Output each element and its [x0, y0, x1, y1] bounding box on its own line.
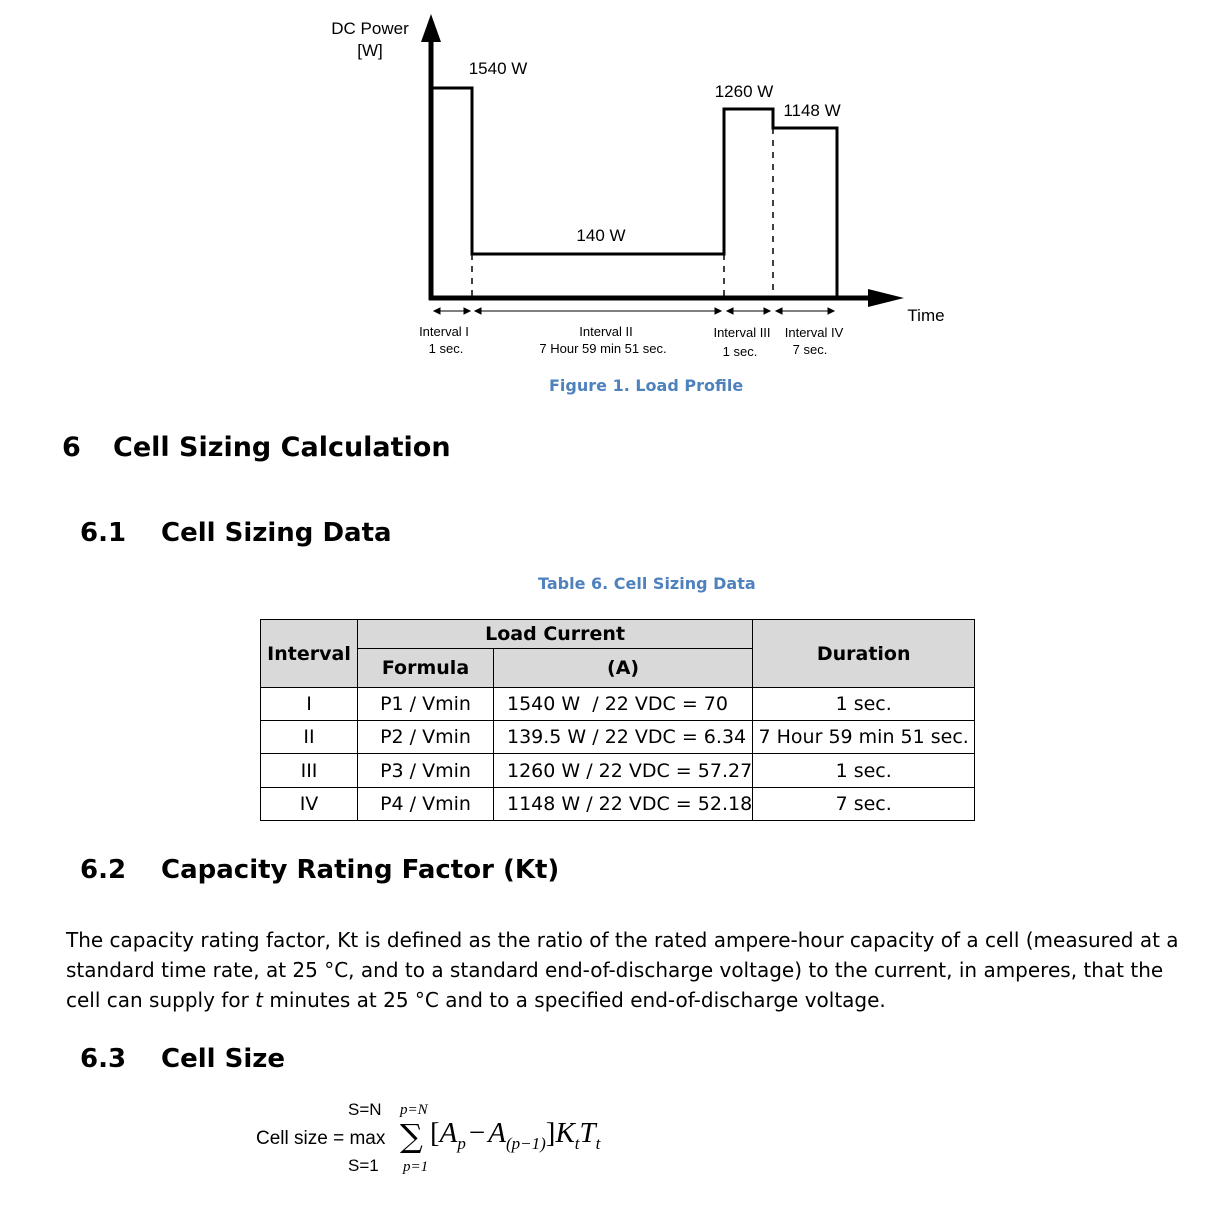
formula-sub-p-minus-1: (p−1): [505, 1133, 546, 1153]
header-duration: Duration: [753, 620, 975, 688]
section-6-2-title: Capacity Rating Factor (Kt): [161, 855, 560, 885]
formula-upper-p: p=N: [400, 1102, 428, 1118]
section-6-3-title: Cell Size: [161, 1044, 285, 1074]
row-interval: II: [261, 721, 358, 754]
header-unit: (A): [494, 649, 753, 688]
load-profile-figure: [0, 0, 1224, 410]
row-formula: P2 / Vmin: [358, 721, 494, 754]
interval-3-duration: 1 sec.: [722, 344, 758, 359]
formula-minus: −: [468, 1117, 486, 1149]
interval-arrows: [434, 308, 834, 314]
interval-1-name: Interval I: [419, 324, 469, 339]
x-axis-label: Time: [907, 306, 945, 325]
level-label-3: 1260 W: [714, 82, 774, 101]
row-current: 1148 W / 22 VDC = 52.18: [494, 788, 753, 821]
formula-lhs: Cell size = max: [256, 1128, 386, 1149]
level-label-1: 1540 W: [468, 59, 528, 78]
section-6-3-number: 6.3: [80, 1044, 127, 1074]
formula-lower-p: p=1: [403, 1159, 429, 1175]
interval-1-duration: 1 sec.: [428, 341, 464, 356]
formula-open-bracket: [: [430, 1117, 440, 1149]
x-axis-arrowhead: [868, 289, 904, 307]
y-axis-label-line2: [W]: [357, 41, 383, 60]
formula-upper-s: S=N: [348, 1100, 382, 1119]
row-current: 1540 W / 22 VDC = 70: [494, 688, 753, 721]
formula-a-prev: A: [488, 1117, 506, 1149]
cell-sizing-table: [260, 619, 975, 821]
paragraph-italic-t: t: [255, 988, 263, 1012]
formula-t-sub-t: t: [595, 1133, 601, 1153]
formula-close-bracket: ]: [545, 1117, 556, 1149]
row-duration: 1 sec.: [753, 688, 975, 721]
header-interval: Interval: [261, 620, 358, 688]
interval-4-duration: 7 sec.: [792, 342, 828, 357]
formula-t: T: [579, 1117, 596, 1149]
formula-sub-p: p: [457, 1133, 466, 1153]
row-duration: 7 Hour 59 min 51 sec.: [753, 721, 975, 754]
load-profile-line: [431, 88, 837, 298]
paragraph-text: The capacity rating factor, Kt is defined as the ratio of the rated ampere-hour capacity of a cell (measured at a standard time rate, at 25 °C, and to a standard end-of-discharge voltage) to the current, in amperes, that the cell can supply for: [66, 928, 1179, 1012]
row-formula: P4 / Vmin: [358, 788, 494, 821]
interval-2-name: Interval II: [579, 324, 633, 339]
row-interval: IV: [261, 788, 358, 821]
row-formula: P3 / Vmin: [358, 754, 494, 788]
row-current: 1260 W / 22 VDC = 57.27: [494, 754, 753, 788]
formula-body: [430, 1117, 600, 1154]
row-formula: P1 / Vmin: [358, 688, 494, 721]
interval-3-name: Interval III: [713, 325, 771, 340]
row-current: 139.5 W / 22 VDC = 6.34: [494, 721, 753, 754]
section-6-number: 6: [62, 432, 81, 463]
header-load-current: Load Current: [358, 620, 753, 649]
row-interval: I: [261, 688, 358, 721]
formula-k: K: [555, 1117, 575, 1149]
paragraph-text-end: minutes at 25 °C and to a specified end-of-discharge voltage.: [263, 988, 886, 1012]
section-6-title: Cell Sizing Calculation: [113, 432, 451, 463]
row-interval: III: [261, 754, 358, 788]
table-row: [261, 688, 975, 721]
row-duration: 1 sec.: [753, 754, 975, 788]
section-6-1-number: 6.1: [80, 518, 127, 548]
table-row: [261, 754, 975, 788]
y-axis-arrowhead: [421, 14, 441, 42]
formula-a: A: [439, 1117, 458, 1149]
table-caption: Table 6. Cell Sizing Data: [538, 574, 756, 593]
figure-caption: Figure 1. Load Profile: [549, 376, 744, 395]
interval-4-name: Interval IV: [784, 325, 844, 340]
table-row: [261, 721, 975, 754]
row-duration: 7 sec.: [753, 788, 975, 821]
interval-2-duration: 7 Hour 59 min 51 sec.: [539, 341, 667, 356]
kt-definition-paragraph: [66, 925, 1186, 1015]
table-row: [261, 788, 975, 821]
formula-k-sub-t: t: [574, 1133, 580, 1153]
formula-lower-s: S=1: [348, 1156, 379, 1175]
level-label-2: 140 W: [576, 226, 626, 245]
formula-sigma: ∑: [400, 1117, 423, 1155]
y-axis-label-line1: DC Power: [331, 19, 409, 38]
section-6-2-number: 6.2: [80, 855, 127, 885]
level-label-4: 1148 W: [783, 101, 841, 120]
section-6-1-title: Cell Sizing Data: [161, 518, 392, 548]
header-formula: Formula: [358, 649, 494, 688]
